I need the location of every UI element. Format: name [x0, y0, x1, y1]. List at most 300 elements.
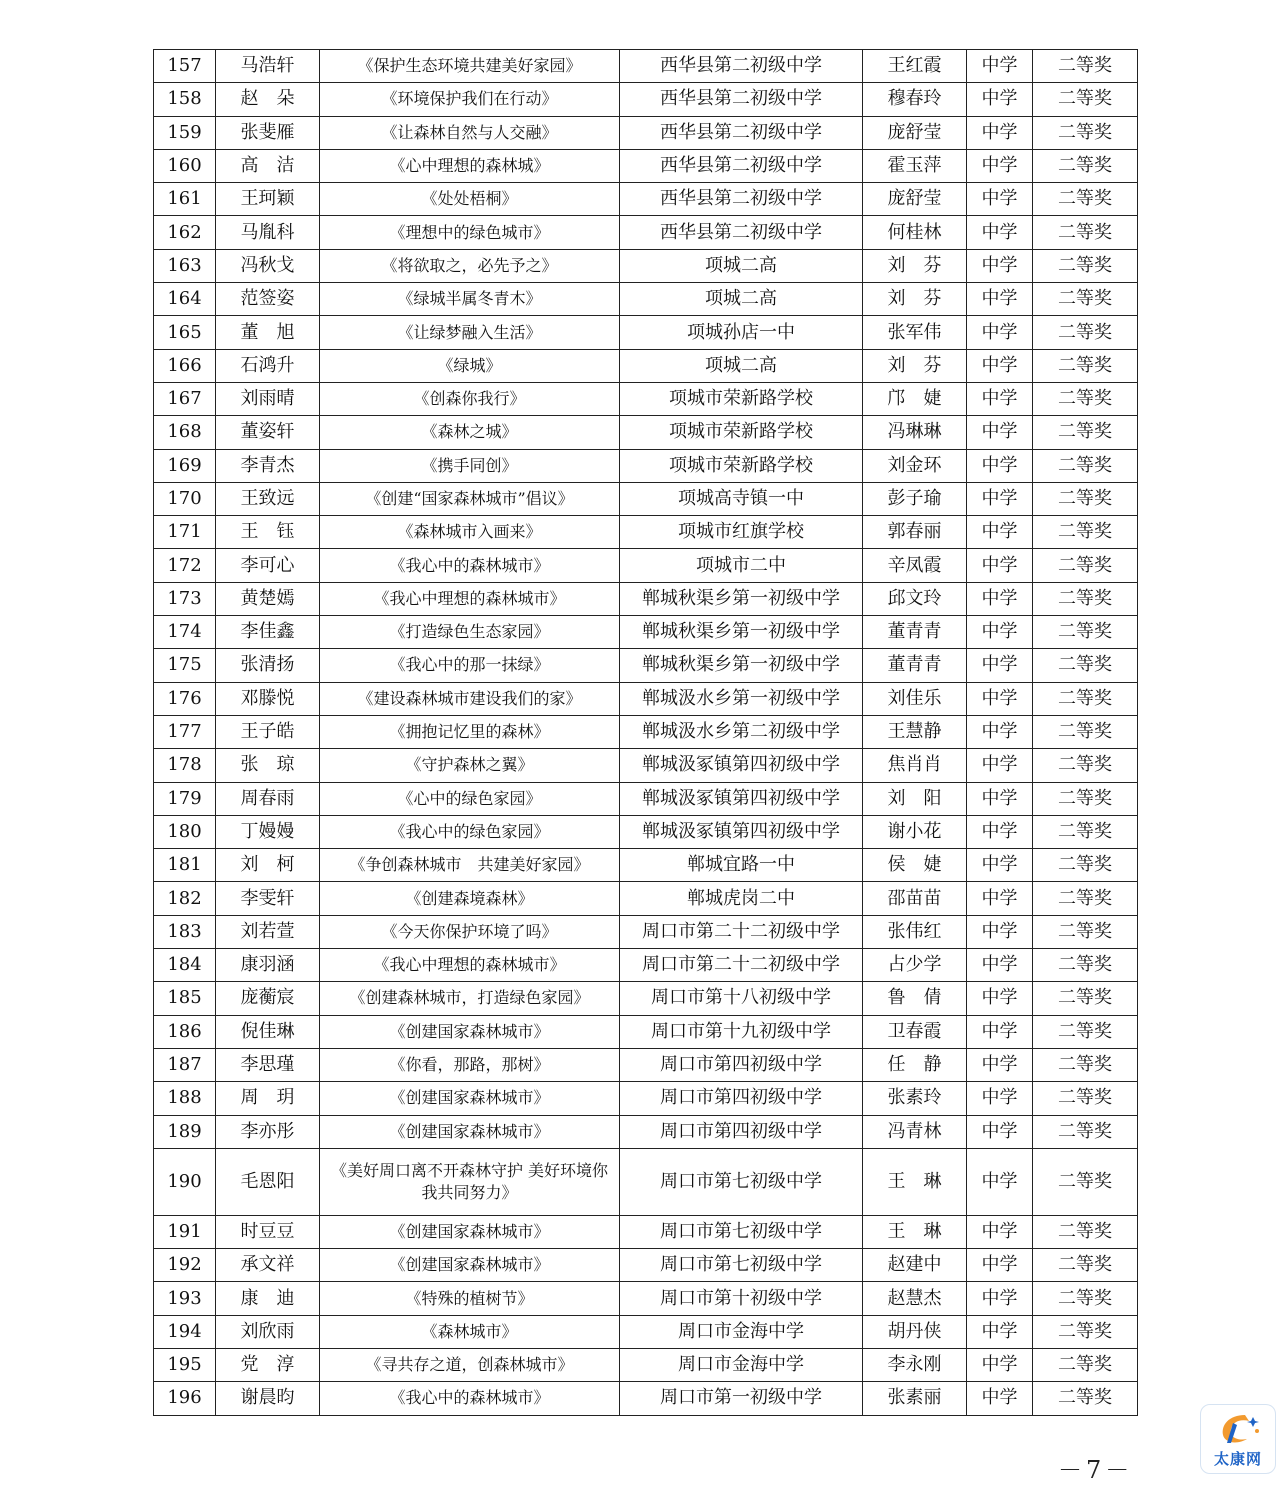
cell-rank: 177	[154, 715, 216, 748]
cell-level: 中学	[967, 782, 1033, 815]
cell-award: 二等奖	[1033, 1015, 1138, 1048]
table-row	[154, 216, 1138, 249]
table-row	[154, 1148, 1138, 1215]
cell-level: 中学	[967, 1215, 1033, 1248]
cell-rank: 178	[154, 749, 216, 782]
cell-award: 二等奖	[1033, 482, 1138, 515]
cell-award: 二等奖	[1033, 616, 1138, 649]
cell-teacher: 何桂林	[863, 216, 967, 249]
table-row	[154, 249, 1138, 282]
table-row	[154, 582, 1138, 615]
cell-level: 中学	[967, 1148, 1033, 1215]
cell-level: 中学	[967, 316, 1033, 349]
cell-rank: 191	[154, 1215, 216, 1248]
cell-title: 《绿城半属冬青木》	[320, 283, 620, 316]
cell-teacher: 刘金环	[863, 449, 967, 482]
cell-school: 郸城汲水乡第一初级中学	[620, 682, 863, 715]
table-row	[154, 149, 1138, 182]
cell-student-name: 丁嫚嫚	[216, 815, 320, 848]
table-row	[154, 549, 1138, 582]
cell-title: 《环境保护我们在行动》	[320, 83, 620, 116]
cell-school: 项城高寺镇一中	[620, 482, 863, 515]
cell-level: 中学	[967, 1082, 1033, 1115]
cell-rank: 196	[154, 1382, 216, 1415]
cell-title: 《创建国家森林城市》	[320, 1249, 620, 1282]
table-row	[154, 1382, 1138, 1415]
table-row	[154, 83, 1138, 116]
cell-student-name: 庞蘅宸	[216, 982, 320, 1015]
cell-title: 《森林城市入画来》	[320, 516, 620, 549]
cell-rank: 173	[154, 582, 216, 615]
cell-student-name: 谢晨昀	[216, 1382, 320, 1415]
cell-teacher: 鲁 倩	[863, 982, 967, 1015]
cell-teacher: 张素玲	[863, 1082, 967, 1115]
table-row	[154, 1015, 1138, 1048]
cell-rank: 181	[154, 849, 216, 882]
cell-award: 二等奖	[1033, 1148, 1138, 1215]
cell-student-name: 赵 朵	[216, 83, 320, 116]
cell-award: 二等奖	[1033, 1348, 1138, 1381]
cell-student-name: 李青杰	[216, 449, 320, 482]
cell-rank: 194	[154, 1315, 216, 1348]
watermark-logo-icon	[1215, 1409, 1263, 1449]
cell-rank: 168	[154, 416, 216, 449]
cell-rank: 158	[154, 83, 216, 116]
cell-student-name: 马浩轩	[216, 50, 320, 83]
cell-rank: 183	[154, 915, 216, 948]
cell-award: 二等奖	[1033, 849, 1138, 882]
table-row	[154, 416, 1138, 449]
cell-teacher: 焦肖肖	[863, 749, 967, 782]
cell-title: 《拥抱记忆里的森林》	[320, 715, 620, 748]
table-row	[154, 1082, 1138, 1115]
cell-level: 中学	[967, 1048, 1033, 1081]
cell-teacher: 张伟红	[863, 915, 967, 948]
cell-award: 二等奖	[1033, 83, 1138, 116]
table-row	[154, 1348, 1138, 1381]
table-row	[154, 649, 1138, 682]
cell-student-name: 承文祥	[216, 1249, 320, 1282]
cell-level: 中学	[967, 482, 1033, 515]
cell-teacher: 张素丽	[863, 1382, 967, 1415]
cell-level: 中学	[967, 815, 1033, 848]
cell-teacher: 邵苗苗	[863, 882, 967, 915]
award-table	[153, 49, 1138, 1416]
cell-school: 西华县第二初级中学	[620, 183, 863, 216]
cell-title: 《森林之城》	[320, 416, 620, 449]
table-row	[154, 616, 1138, 649]
cell-award: 二等奖	[1033, 749, 1138, 782]
cell-teacher: 庞舒莹	[863, 116, 967, 149]
cell-title: 《将欲取之，必先予之》	[320, 249, 620, 282]
cell-school: 西华县第二初级中学	[620, 216, 863, 249]
cell-teacher: 董青青	[863, 649, 967, 682]
cell-title: 《创建国家森林城市》	[320, 1015, 620, 1048]
cell-rank: 175	[154, 649, 216, 682]
cell-student-name: 李思瑾	[216, 1048, 320, 1081]
table-row	[154, 1315, 1138, 1348]
cell-student-name: 李可心	[216, 549, 320, 582]
cell-title: 《美好周口离不开森林守护 美好环境你我共同努力》	[320, 1148, 620, 1215]
cell-rank: 185	[154, 982, 216, 1015]
cell-award: 二等奖	[1033, 949, 1138, 982]
cell-teacher: 邱文玲	[863, 582, 967, 615]
cell-award: 二等奖	[1033, 382, 1138, 415]
cell-student-name: 周 玥	[216, 1082, 320, 1115]
cell-rank: 161	[154, 183, 216, 216]
cell-level: 中学	[967, 1115, 1033, 1148]
cell-award: 二等奖	[1033, 149, 1138, 182]
cell-title: 《创建森境森林》	[320, 882, 620, 915]
cell-teacher: 董青青	[863, 616, 967, 649]
cell-student-name: 马胤科	[216, 216, 320, 249]
table-row	[154, 749, 1138, 782]
cell-school: 周口市第四初级中学	[620, 1115, 863, 1148]
table-row	[154, 1249, 1138, 1282]
cell-school: 郸城宜路一中	[620, 849, 863, 882]
cell-school: 西华县第二初级中学	[620, 50, 863, 83]
table-row	[154, 882, 1138, 915]
cell-level: 中学	[967, 416, 1033, 449]
cell-teacher: 胡丹侠	[863, 1315, 967, 1348]
cell-title: 《让绿梦融入生活》	[320, 316, 620, 349]
cell-level: 中学	[967, 549, 1033, 582]
cell-student-name: 李雯轩	[216, 882, 320, 915]
cell-title: 《绿城》	[320, 349, 620, 382]
cell-school: 项城二高	[620, 249, 863, 282]
cell-award: 二等奖	[1033, 649, 1138, 682]
cell-student-name: 康 迪	[216, 1282, 320, 1315]
cell-school: 项城市二中	[620, 549, 863, 582]
cell-title: 《我心中的那一抹绿》	[320, 649, 620, 682]
cell-award: 二等奖	[1033, 50, 1138, 83]
cell-award: 二等奖	[1033, 1315, 1138, 1348]
cell-level: 中学	[967, 616, 1033, 649]
cell-rank: 167	[154, 382, 216, 415]
cell-award: 二等奖	[1033, 216, 1138, 249]
cell-school: 西华县第二初级中学	[620, 116, 863, 149]
cell-award: 二等奖	[1033, 982, 1138, 1015]
cell-award: 二等奖	[1033, 316, 1138, 349]
cell-school: 项城市荣新路学校	[620, 416, 863, 449]
cell-student-name: 冯秋戈	[216, 249, 320, 282]
cell-award: 二等奖	[1033, 1249, 1138, 1282]
cell-school: 周口市第七初级中学	[620, 1249, 863, 1282]
cell-award: 二等奖	[1033, 416, 1138, 449]
cell-school: 周口市第一初级中学	[620, 1382, 863, 1415]
table-row	[154, 682, 1138, 715]
cell-student-name: 李亦彤	[216, 1115, 320, 1148]
cell-teacher: 卫春霞	[863, 1015, 967, 1048]
cell-level: 中学	[967, 116, 1033, 149]
cell-school: 西华县第二初级中学	[620, 149, 863, 182]
cell-teacher: 刘 芬	[863, 283, 967, 316]
cell-rank: 157	[154, 50, 216, 83]
cell-school: 周口市第七初级中学	[620, 1215, 863, 1248]
cell-level: 中学	[967, 882, 1033, 915]
cell-student-name: 董 旭	[216, 316, 320, 349]
cell-school: 周口市第四初级中学	[620, 1082, 863, 1115]
cell-title: 《争创森林城市 共建美好家园》	[320, 849, 620, 882]
cell-rank: 165	[154, 316, 216, 349]
cell-teacher: 赵建中	[863, 1249, 967, 1282]
cell-level: 中学	[967, 682, 1033, 715]
cell-student-name: 石鸿升	[216, 349, 320, 382]
cell-rank: 186	[154, 1015, 216, 1048]
cell-rank: 163	[154, 249, 216, 282]
cell-student-name: 王 钰	[216, 516, 320, 549]
table-row	[154, 183, 1138, 216]
cell-level: 中学	[967, 1315, 1033, 1348]
cell-title: 《我心中理想的森林城市》	[320, 949, 620, 982]
cell-award: 二等奖	[1033, 349, 1138, 382]
cell-level: 中学	[967, 283, 1033, 316]
cell-level: 中学	[967, 849, 1033, 882]
cell-school: 郸城虎岗二中	[620, 882, 863, 915]
cell-rank: 187	[154, 1048, 216, 1081]
cell-teacher: 冯琳琳	[863, 416, 967, 449]
table-row	[154, 50, 1138, 83]
cell-level: 中学	[967, 216, 1033, 249]
cell-title: 《守护森林之翼》	[320, 749, 620, 782]
cell-level: 中学	[967, 149, 1033, 182]
cell-rank: 176	[154, 682, 216, 715]
cell-title: 《打造绿色生态家园》	[320, 616, 620, 649]
cell-award: 二等奖	[1033, 449, 1138, 482]
cell-teacher: 彭子瑜	[863, 482, 967, 515]
cell-level: 中学	[967, 1015, 1033, 1048]
cell-teacher: 王慧静	[863, 715, 967, 748]
table-row	[154, 1282, 1138, 1315]
cell-teacher: 刘 阳	[863, 782, 967, 815]
award-table-body	[154, 50, 1138, 1416]
cell-student-name: 刘欣雨	[216, 1315, 320, 1348]
cell-award: 二等奖	[1033, 582, 1138, 615]
cell-award: 二等奖	[1033, 1115, 1138, 1148]
cell-award: 二等奖	[1033, 682, 1138, 715]
cell-student-name: 倪佳琳	[216, 1015, 320, 1048]
cell-title: 《保护生态环境共建美好家园》	[320, 50, 620, 83]
cell-award: 二等奖	[1033, 549, 1138, 582]
cell-award: 二等奖	[1033, 183, 1138, 216]
cell-student-name: 毛恩阳	[216, 1148, 320, 1215]
cell-student-name: 李佳鑫	[216, 616, 320, 649]
cell-school: 郸城秋渠乡第一初级中学	[620, 616, 863, 649]
cell-award: 二等奖	[1033, 249, 1138, 282]
cell-title: 《携手同创》	[320, 449, 620, 482]
table-row	[154, 815, 1138, 848]
cell-level: 中学	[967, 249, 1033, 282]
cell-school: 郸城秋渠乡第一初级中学	[620, 649, 863, 682]
cell-award: 二等奖	[1033, 915, 1138, 948]
cell-level: 中学	[967, 50, 1033, 83]
cell-student-name: 王珂颖	[216, 183, 320, 216]
cell-title: 《让森林自然与人交融》	[320, 116, 620, 149]
cell-level: 中学	[967, 1249, 1033, 1282]
cell-teacher: 霍玉萍	[863, 149, 967, 182]
cell-award: 二等奖	[1033, 882, 1138, 915]
cell-student-name: 董姿轩	[216, 416, 320, 449]
cell-title: 《我心中的绿色家园》	[320, 815, 620, 848]
cell-level: 中学	[967, 516, 1033, 549]
cell-title: 《创建森林城市，打造绿色家园》	[320, 982, 620, 1015]
cell-teacher: 刘 芬	[863, 349, 967, 382]
cell-teacher: 谢小花	[863, 815, 967, 848]
cell-school: 周口市第二十二初级中学	[620, 915, 863, 948]
cell-award: 二等奖	[1033, 1048, 1138, 1081]
table-row	[154, 349, 1138, 382]
cell-level: 中学	[967, 449, 1033, 482]
cell-school: 项城二高	[620, 349, 863, 382]
cell-school: 周口市第七初级中学	[620, 1148, 863, 1215]
cell-level: 中学	[967, 83, 1033, 116]
cell-rank: 159	[154, 116, 216, 149]
cell-teacher: 赵慧杰	[863, 1282, 967, 1315]
cell-teacher: 王 琳	[863, 1215, 967, 1248]
cell-award: 二等奖	[1033, 116, 1138, 149]
cell-rank: 171	[154, 516, 216, 549]
table-row	[154, 949, 1138, 982]
cell-rank: 188	[154, 1082, 216, 1115]
cell-level: 中学	[967, 349, 1033, 382]
table-row	[154, 482, 1138, 515]
cell-student-name: 张清扬	[216, 649, 320, 682]
cell-teacher: 穆春玲	[863, 83, 967, 116]
cell-title: 《森林城市》	[320, 1315, 620, 1348]
cell-rank: 182	[154, 882, 216, 915]
cell-teacher: 辛凤霞	[863, 549, 967, 582]
table-row	[154, 849, 1138, 882]
cell-title: 《心中理想的森林城》	[320, 149, 620, 182]
cell-level: 中学	[967, 649, 1033, 682]
cell-award: 二等奖	[1033, 815, 1138, 848]
cell-rank: 174	[154, 616, 216, 649]
table-row	[154, 782, 1138, 815]
cell-teacher: 侯 婕	[863, 849, 967, 882]
table-row	[154, 116, 1138, 149]
table-row	[154, 1215, 1138, 1248]
cell-student-name: 邓滕悦	[216, 682, 320, 715]
cell-teacher: 邝 婕	[863, 382, 967, 415]
cell-level: 中学	[967, 1382, 1033, 1415]
cell-title: 《我心中理想的森林城市》	[320, 582, 620, 615]
cell-school: 郸城汲水乡第二初级中学	[620, 715, 863, 748]
cell-student-name: 张斐雁	[216, 116, 320, 149]
cell-rank: 190	[154, 1148, 216, 1215]
cell-title: 《建设森林城市建设我们的家》	[320, 682, 620, 715]
cell-level: 中学	[967, 1348, 1033, 1381]
cell-student-name: 周春雨	[216, 782, 320, 815]
cell-award: 二等奖	[1033, 516, 1138, 549]
site-watermark	[1200, 1404, 1276, 1474]
cell-level: 中学	[967, 949, 1033, 982]
cell-level: 中学	[967, 382, 1033, 415]
cell-teacher: 张军伟	[863, 316, 967, 349]
cell-school: 项城孙店一中	[620, 316, 863, 349]
page-number: －7－	[1058, 1456, 1134, 1484]
cell-student-name: 刘若萱	[216, 915, 320, 948]
cell-title: 《创建国家森林城市》	[320, 1115, 620, 1148]
cell-rank: 195	[154, 1348, 216, 1381]
cell-student-name: 张 琼	[216, 749, 320, 782]
cell-rank: 172	[154, 549, 216, 582]
cell-title: 《创建“国家森林城市”倡议》	[320, 482, 620, 515]
cell-title: 《创森你我行》	[320, 382, 620, 415]
cell-student-name: 王子皓	[216, 715, 320, 748]
cell-title: 《你看，那路，那树》	[320, 1048, 620, 1081]
cell-school: 项城市荣新路学校	[620, 449, 863, 482]
cell-award: 二等奖	[1033, 715, 1138, 748]
cell-level: 中学	[967, 982, 1033, 1015]
cell-school: 项城二高	[620, 283, 863, 316]
cell-student-name: 高 洁	[216, 149, 320, 182]
cell-student-name: 刘雨晴	[216, 382, 320, 415]
cell-teacher: 李永刚	[863, 1348, 967, 1381]
cell-award: 二等奖	[1033, 1082, 1138, 1115]
cell-award: 二等奖	[1033, 1215, 1138, 1248]
cell-title: 《心中的绿色家园》	[320, 782, 620, 815]
cell-teacher: 王 琳	[863, 1148, 967, 1215]
cell-school: 郸城汲冢镇第四初级中学	[620, 749, 863, 782]
cell-rank: 169	[154, 449, 216, 482]
cell-level: 中学	[967, 1282, 1033, 1315]
cell-teacher: 刘佳乐	[863, 682, 967, 715]
cell-title: 《我心中的森林城市》	[320, 549, 620, 582]
cell-rank: 184	[154, 949, 216, 982]
cell-student-name: 范签姿	[216, 283, 320, 316]
cell-student-name: 黄楚嫣	[216, 582, 320, 615]
table-row	[154, 283, 1138, 316]
cell-title: 《创建国家森林城市》	[320, 1215, 620, 1248]
cell-level: 中学	[967, 183, 1033, 216]
cell-student-name: 王致远	[216, 482, 320, 515]
cell-teacher: 刘 芬	[863, 249, 967, 282]
cell-student-name: 刘 柯	[216, 849, 320, 882]
cell-title: 《我心中的森林城市》	[320, 1382, 620, 1415]
cell-award: 二等奖	[1033, 1282, 1138, 1315]
cell-rank: 180	[154, 815, 216, 848]
table-row	[154, 1048, 1138, 1081]
table-row	[154, 449, 1138, 482]
cell-rank: 162	[154, 216, 216, 249]
cell-title: 《理想中的绿色城市》	[320, 216, 620, 249]
cell-teacher: 王红霞	[863, 50, 967, 83]
cell-student-name: 康羽涵	[216, 949, 320, 982]
table-row	[154, 915, 1138, 948]
cell-level: 中学	[967, 582, 1033, 615]
cell-award: 二等奖	[1033, 283, 1138, 316]
cell-title: 《特殊的植树节》	[320, 1282, 620, 1315]
cell-school: 周口市第四初级中学	[620, 1048, 863, 1081]
cell-school: 西华县第二初级中学	[620, 83, 863, 116]
cell-school: 周口市第十初级中学	[620, 1282, 863, 1315]
table-row	[154, 715, 1138, 748]
cell-school: 周口市第十九初级中学	[620, 1015, 863, 1048]
cell-rank: 170	[154, 482, 216, 515]
cell-award: 二等奖	[1033, 1382, 1138, 1415]
cell-rank: 192	[154, 1249, 216, 1282]
table-row	[154, 1115, 1138, 1148]
cell-school: 周口市第十八初级中学	[620, 982, 863, 1015]
cell-school: 项城市红旗学校	[620, 516, 863, 549]
cell-rank: 166	[154, 349, 216, 382]
cell-level: 中学	[967, 749, 1033, 782]
cell-school: 郸城秋渠乡第一初级中学	[620, 582, 863, 615]
cell-rank: 164	[154, 283, 216, 316]
cell-title: 《处处梧桐》	[320, 183, 620, 216]
cell-teacher: 任 静	[863, 1048, 967, 1081]
table-row	[154, 516, 1138, 549]
